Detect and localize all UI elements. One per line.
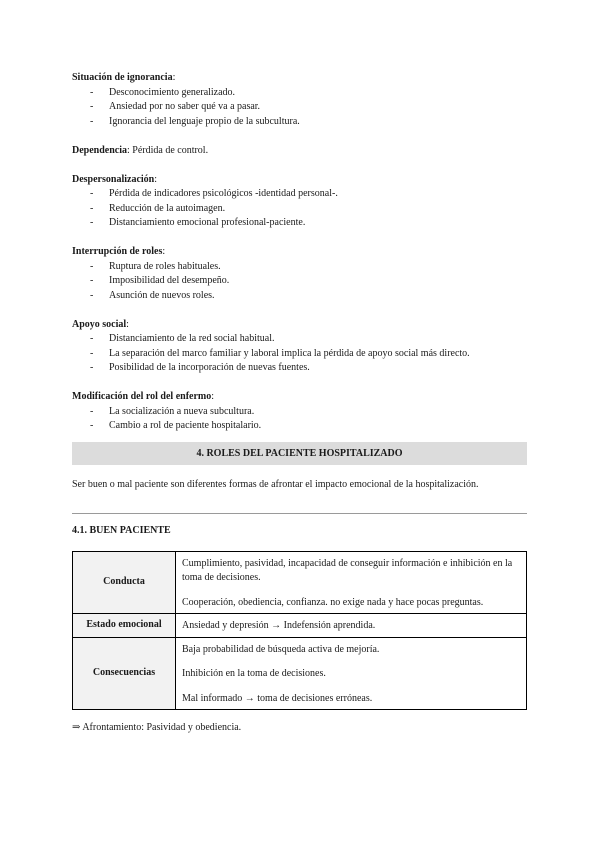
- table-row: [73, 637, 527, 710]
- section-title-apoyo-social: Apoyo social:: [72, 318, 129, 330]
- row-content-consecuencias: [176, 637, 527, 710]
- list-item: - Asunción de nuevos roles.: [72, 289, 527, 304]
- list-item: - Reducción de la autoimagen.: [72, 202, 527, 217]
- list-item: - Distanciamiento de la red social habitual.: [72, 332, 527, 347]
- list-item: - Ignorancia del lenguaje propio de la subcultura.: [72, 115, 527, 130]
- cell-line: Ansiedad y depresión → Indefensión aprendida.: [182, 620, 376, 631]
- apoyo-social-list: [72, 332, 527, 376]
- interrupcion-roles-list: [72, 260, 527, 304]
- cell-line: Cooperación, obediencia, confianza. no exige nada y hace pocas preguntas.: [182, 596, 484, 608]
- cell-line: Inhibición en la toma de decisiones.: [182, 668, 326, 679]
- section-title-ignorancia: Situación de ignorancia:: [72, 72, 176, 83]
- section-title-modificacion-rol: Modificación del rol del enfermo:: [72, 391, 215, 402]
- section-dependencia: [72, 144, 527, 159]
- page-content: [72, 71, 527, 746]
- row-label-estado-emocional: Estado emocional: [73, 614, 176, 638]
- buen-paciente-table: [72, 551, 527, 711]
- subheading-buen-paciente: 4.1. BUEN PACIENTE: [72, 525, 171, 536]
- cell-line: Cumplimiento, pasividad, incapacidad de conseguir información e inhibición en la toma de decisiones.: [182, 557, 513, 583]
- list-item: - Pérdida de indicadores psicológicos -identidad personal-.: [72, 187, 527, 202]
- list-item: - Desconocimiento generalizado.: [72, 86, 527, 101]
- cell-line: Baja probabilidad de búsqueda activa de mejoría.: [182, 643, 380, 655]
- row-label-consecuencias: Consecuencias: [73, 637, 176, 710]
- coping-note: ⇒ Afrontamiento: Pasividad y obediencia.: [72, 722, 242, 733]
- modificacion-rol-list: [72, 405, 527, 434]
- dependencia-text: : Pérdida de control.: [127, 144, 209, 156]
- list-item: - La socialización a nueva subcultura.: [72, 405, 527, 420]
- list-item: - La separación del marco familiar y laboral implica la pérdida de apoyo social más directo.: [72, 347, 527, 362]
- list-item: - Ruptura de roles habituales.: [72, 260, 527, 275]
- table-row: [73, 614, 527, 638]
- section-title-dependencia: Dependencia: [72, 144, 127, 156]
- list-item: - Ansiedad por no saber qué va a pasar.: [72, 100, 527, 115]
- table-row: [73, 551, 527, 614]
- row-content-estado-emocional: [176, 614, 527, 638]
- section-title-interrupcion-roles: Interrupción de roles:: [72, 246, 166, 257]
- chapter-heading: 4. ROLES DEL PACIENTE HOSPITALIZADO: [72, 442, 527, 465]
- list-item: - Posibilidad de la incorporación de nuevas fuentes.: [72, 361, 527, 376]
- row-label-conducta: Conducta: [73, 551, 176, 614]
- despersonalizacion-list: [72, 187, 527, 231]
- ignorancia-list: [72, 86, 527, 130]
- row-content-conducta: [176, 551, 527, 614]
- list-item: - Cambio a rol de paciente hospitalario.: [72, 419, 527, 434]
- divider: [72, 513, 527, 514]
- cell-line: Mal informado → toma de decisiones erróneas.: [182, 692, 373, 704]
- list-item: - Imposibilidad del desempeño.: [72, 274, 527, 289]
- list-item: - Distanciamiento emocional profesional-paciente.: [72, 216, 527, 231]
- section-title-despersonalizacion: Despersonalización:: [72, 173, 157, 185]
- intro-paragraph: Ser buen o mal paciente son diferentes formas de afrontar el impacto emocional de la hospitalización.: [72, 478, 479, 490]
